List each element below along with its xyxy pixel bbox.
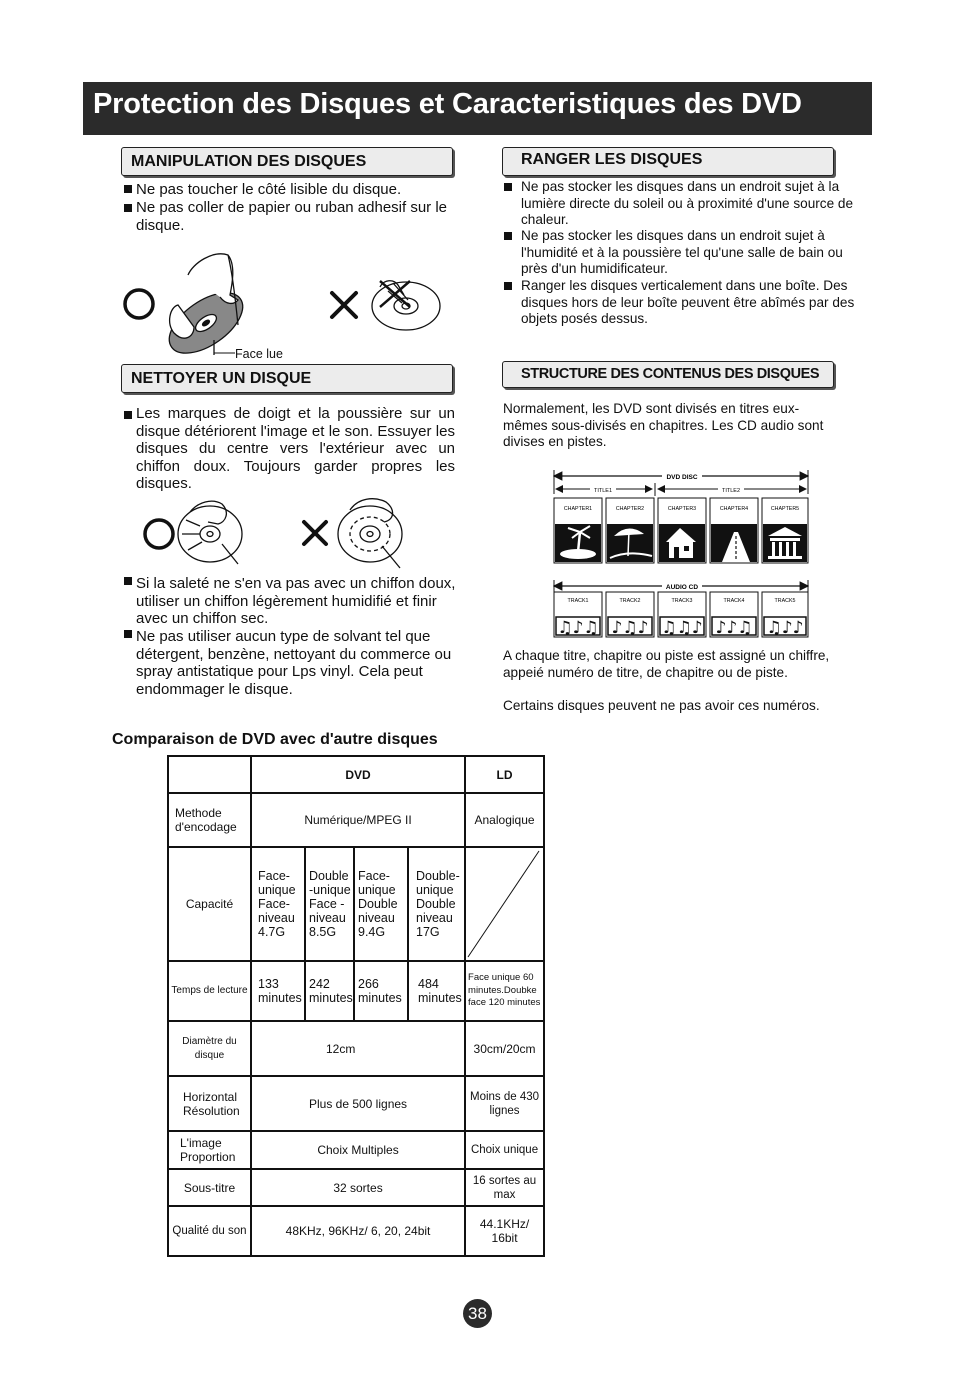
chapter-label: CHAPTER1	[563, 506, 593, 512]
ranger-item: Ne pas stocker les disques dans un endroit sujet à l'humidité et à la poussière tel qu'une salle de bain ou près d'un humidificateur.	[521, 228, 861, 278]
table-row	[168, 793, 544, 847]
correct-icon	[145, 520, 173, 548]
chapter-label: CHAPTER3	[667, 506, 697, 512]
row-label: Methode d'encodage	[168, 793, 251, 847]
ld-value: Choix unique	[465, 1131, 544, 1169]
capacity-value: Face- unique Double niveau 9.4G	[354, 847, 408, 961]
page-number: 38	[463, 1299, 492, 1328]
row-label: L'image Proportion	[168, 1131, 251, 1169]
nettoyer-heading: NETTOYER UN DISQUE	[131, 370, 312, 387]
audio-cd-label: AUDIO CD	[665, 584, 699, 591]
structure-outro: A chaque titre, chapitre ou piste est assigné un chiffre, appeié numéro de titre, de chapitre ou de piste.	[503, 648, 830, 680]
time-value: 242 minutes	[305, 961, 354, 1021]
capacity-value: Face- unique Face- niveau 4.7G	[251, 847, 305, 961]
table-row	[168, 1169, 544, 1206]
music-notes-icon: ♫♫♪	[661, 618, 703, 638]
table-row	[168, 1021, 544, 1076]
capacity-value: Double- unique Double niveau 17G	[408, 847, 465, 961]
table-row	[168, 847, 544, 961]
table-row	[168, 1076, 544, 1131]
track-label: TRACK1	[567, 598, 589, 604]
manipulation-item: Ne pas coller de papier ou ruban adhesif sur le disque.	[136, 199, 456, 234]
road-icon	[711, 524, 757, 562]
track-label: TRACK3	[671, 598, 693, 604]
disc-structure-diagram	[550, 466, 812, 640]
row-label: Diamètre du disque	[168, 1021, 251, 1076]
col-header-ld: LD	[465, 756, 544, 793]
table-row	[168, 1206, 544, 1256]
wrong-icon	[332, 293, 356, 317]
manipulation-heading: MANIPULATION DES DISQUES	[131, 153, 367, 170]
comparison-table	[167, 755, 545, 1257]
cleaning-circular-icon	[338, 499, 402, 568]
music-notes-icon: ♪♫♪	[611, 618, 649, 638]
diagonal-slash	[466, 849, 541, 959]
row-label: Horizontal Résolution	[168, 1076, 251, 1131]
capacity-value: Double -unique Face -niveau 8.5G	[305, 847, 354, 961]
music-notes-icon: ♪♪♫	[715, 618, 753, 638]
time-value: 133 minutes	[251, 961, 305, 1021]
table-row	[168, 961, 544, 1021]
row-label: Capacité	[168, 847, 251, 961]
music-notes-icon: ♫♪♪	[766, 618, 804, 638]
title-label: TITLE2	[721, 488, 741, 494]
time-value: 266 minutes	[354, 961, 408, 1021]
chapter-label: CHAPTER5	[770, 506, 800, 512]
track-label: TRACK4	[723, 598, 745, 604]
comparison-heading: Comparaison de DVD avec d'autre disques	[112, 731, 438, 748]
col-header-dvd: DVD	[251, 756, 465, 793]
dvd-value: 48KHz, 96KHz/ 6, 20, 24bit	[251, 1206, 465, 1256]
row-label: Qualité du son	[168, 1206, 251, 1256]
touching-disc-icon	[372, 281, 440, 330]
row-label: Temps de lecture	[168, 961, 251, 1021]
dvd-value: Numérique/MPEG II	[251, 793, 465, 847]
dvd-value: Plus de 500 lignes	[251, 1076, 465, 1131]
table-row	[168, 1131, 544, 1169]
manipulation-item: Ne pas toucher le côté lisible du disque.	[136, 181, 456, 199]
palm-tree-icon	[555, 524, 601, 562]
dvd-value: 32 sortes	[251, 1169, 465, 1206]
dvd-value: 12cm	[251, 1021, 465, 1076]
table-corner-cell	[168, 756, 251, 793]
ld-value: Analogique	[465, 793, 544, 847]
ld-empty-cell	[465, 847, 544, 961]
structure-outro-2: Certains disques peuvent ne pas avoir ces numéros.	[503, 698, 820, 713]
disc-handling-illustration	[118, 245, 458, 360]
chapter-label: CHAPTER2	[615, 506, 645, 512]
title-label: TITLE1	[593, 488, 613, 494]
dvd-disc-label: DVD DISC	[666, 474, 698, 481]
ld-value: Face unique 60 minutes.Doubke face 120 minutes	[465, 961, 544, 1021]
nettoyer-item: Si la saleté ne s'en va pas avec un chiffon doux, utiliser un chiffon légèrement humidifié et finir avec un chiffon sec.	[136, 575, 458, 628]
ranger-item: Ranger les disques verticalement dans une boîte. Des disques hors de leur boîte peuvent être abîmés par des objets posés dessus.	[521, 278, 861, 328]
ld-value: 16 sortes au max	[465, 1169, 544, 1206]
nettoyer-intro: Les marques de doigt et la poussière sur un disque détériorent l'image et le son. Essuyer les disques du centre vers l'extérieur avec un chiffon doux. Toujours garder propres les disques.	[136, 405, 455, 493]
cleaning-radial-icon	[178, 501, 242, 564]
page-title: Protection des Disques et Caracteristiques des DVD	[93, 88, 802, 120]
beach-umbrella-icon	[607, 524, 653, 562]
nettoyer-item: Ne pas utiliser aucun type de solvant tel que détergent, benzène, nettoyant du commerce ou spray antistatique pour Lps vinyl. Cela peut endommager le disque.	[136, 628, 458, 698]
correct-icon	[125, 290, 153, 318]
ranger-heading: RANGER LES DISQUES	[521, 151, 703, 168]
chapter-label: CHAPTER4	[719, 506, 749, 512]
time-value: 484 minutes	[408, 961, 465, 1021]
track-label: TRACK5	[774, 598, 796, 604]
hand-holding-disc-icon	[159, 254, 253, 360]
ld-value: Moins de 430 lignes	[465, 1076, 544, 1131]
disc-cleaning-illustration	[138, 492, 418, 574]
temple-icon	[763, 524, 807, 562]
ranger-item: Ne pas stocker les disques dans un endroit sujet à la lumière directe du soleil ou à proximité d'une source de chaleur.	[521, 179, 861, 229]
face-label: Face lue	[235, 347, 283, 361]
music-notes-icon: ♫♪♫	[557, 618, 599, 638]
track-label: TRACK2	[619, 598, 641, 604]
row-label: Sous-titre	[168, 1169, 251, 1206]
ld-value: 44.1KHz/ 16bit	[465, 1206, 544, 1256]
structure-intro: Normalement, les DVD sont divisés en titres eux-mêmes sous-divisés en chapitres. Les CD audio sont divises en pistes.	[503, 401, 824, 450]
house-icon	[659, 524, 705, 562]
table-row	[168, 756, 544, 793]
structure-heading: STRUCTURE DES CONTENUS DES DISQUES	[521, 366, 820, 382]
dvd-value: Choix Multiples	[251, 1131, 465, 1169]
wrong-icon	[304, 522, 326, 544]
ld-value: 30cm/20cm	[465, 1021, 544, 1076]
